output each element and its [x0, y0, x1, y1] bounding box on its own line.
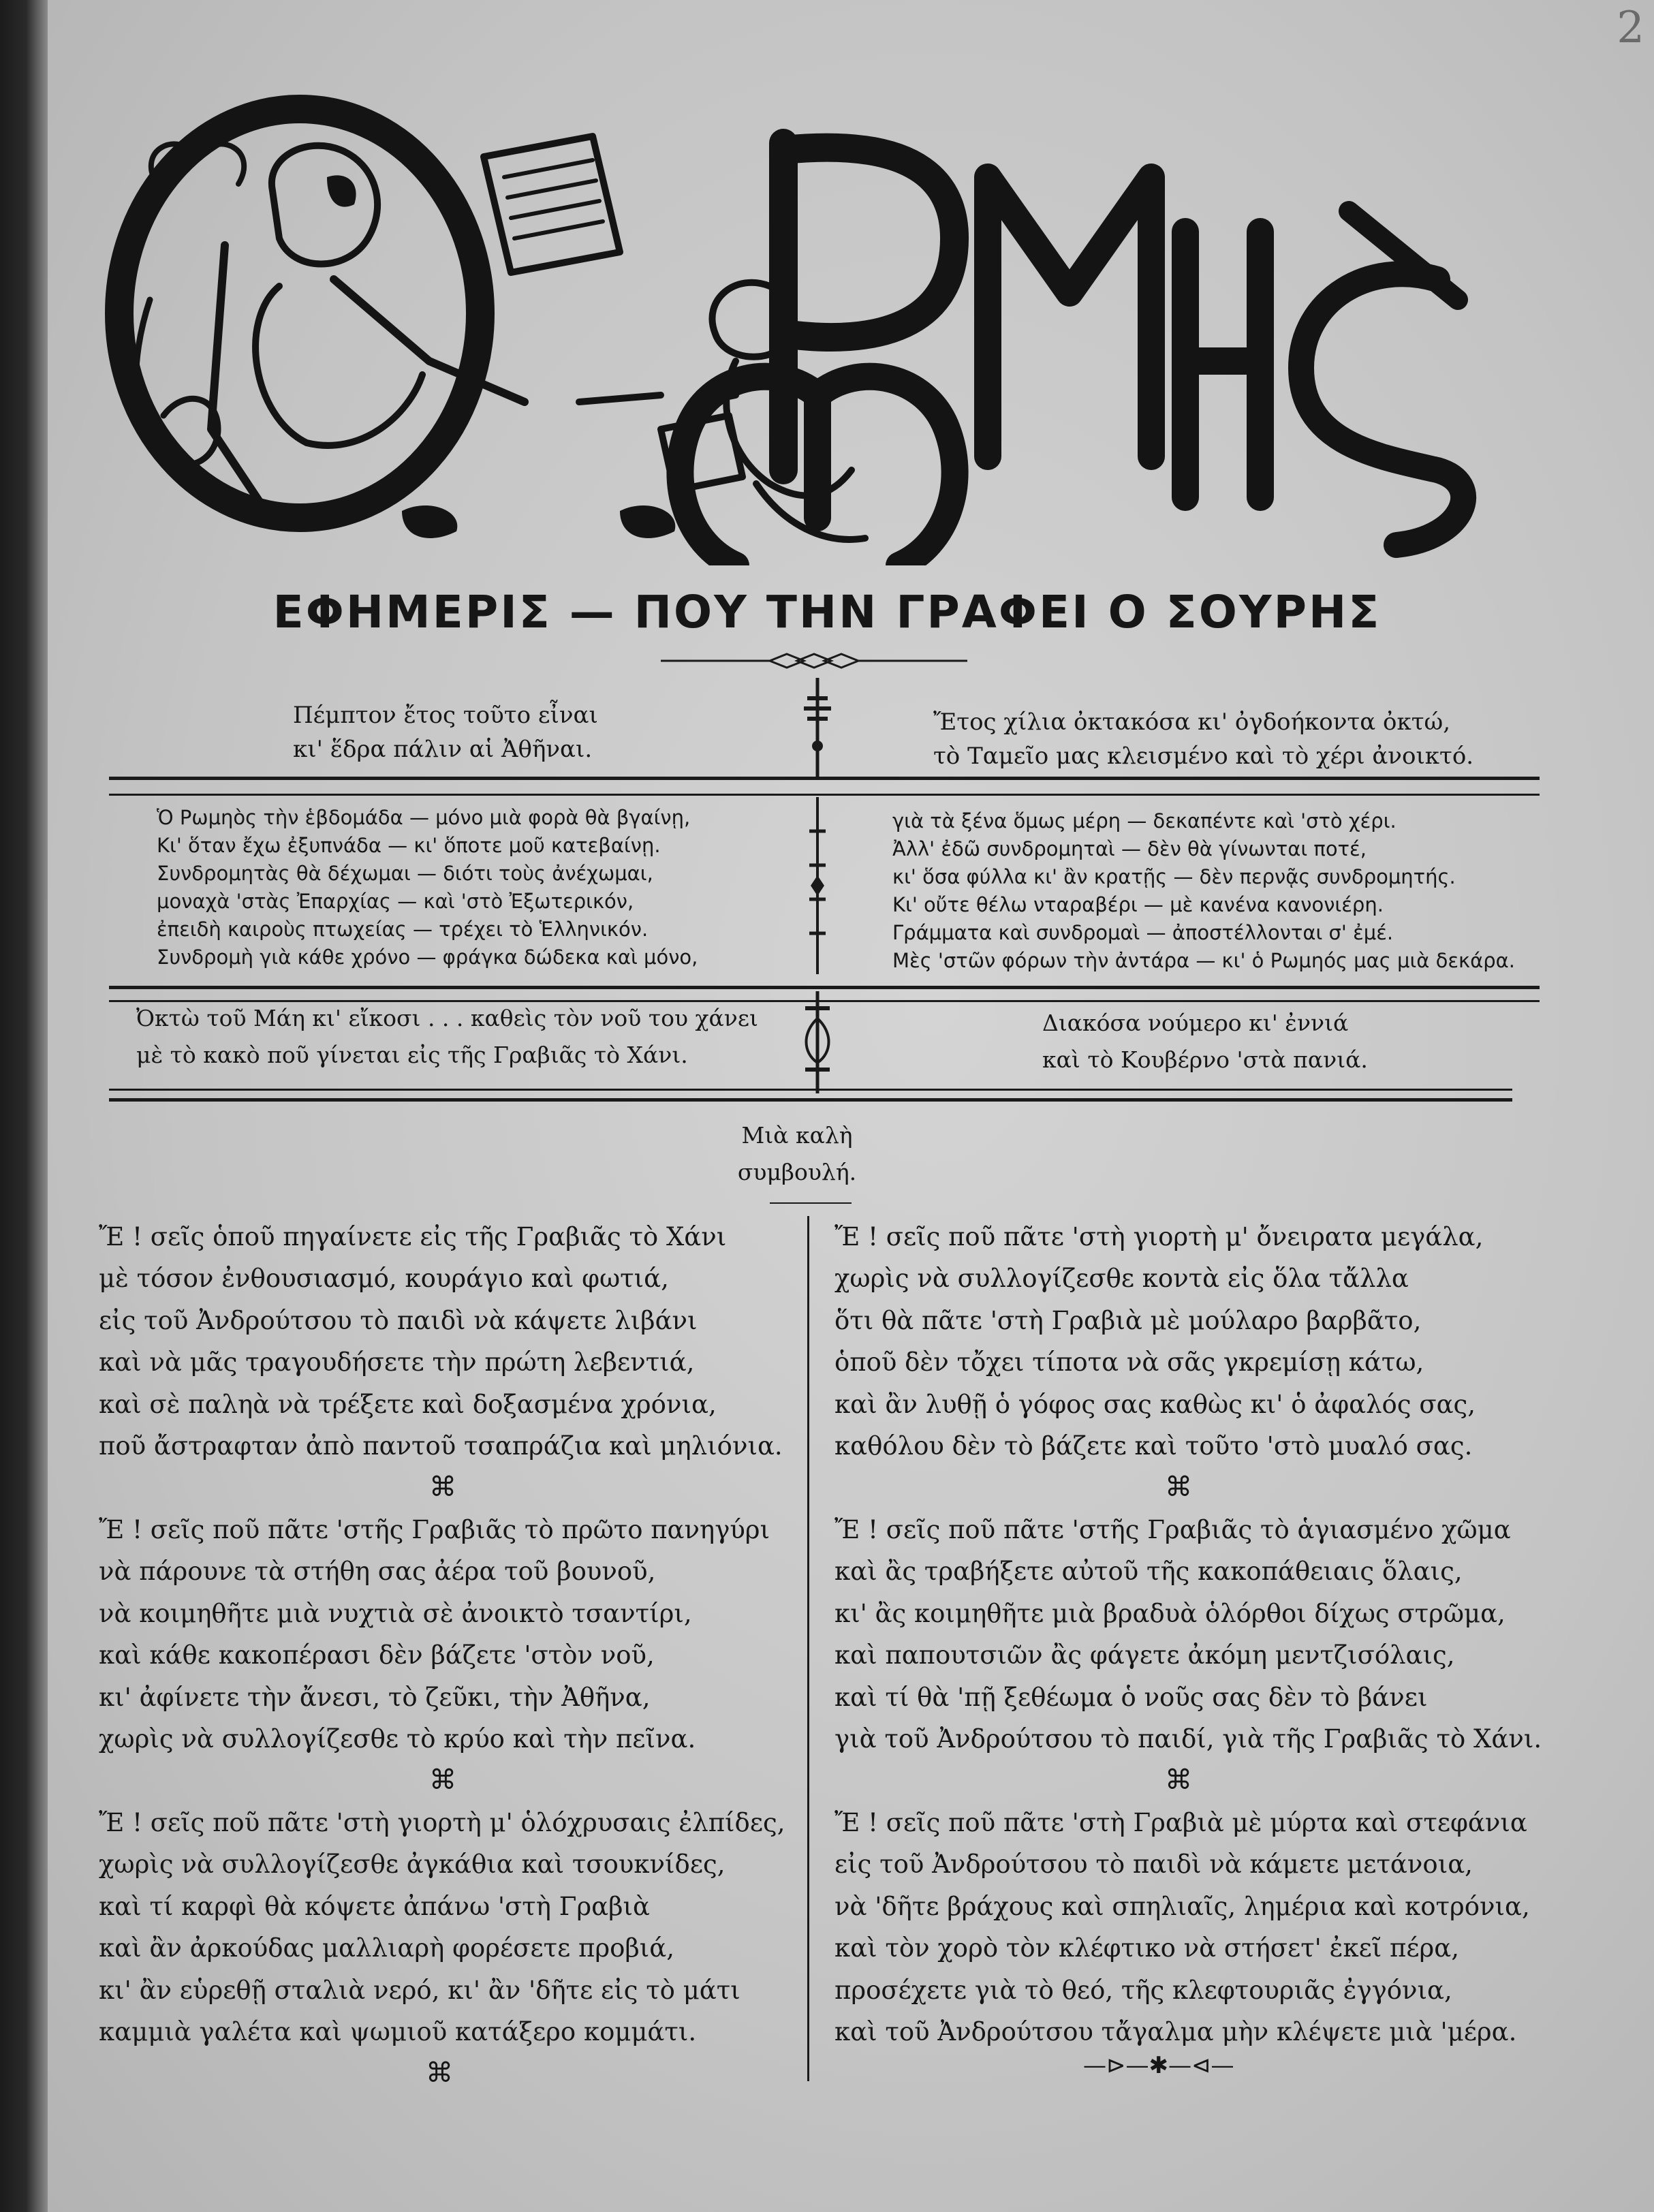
issue-number-line-1: Διακόσα νούμερο κι' ἐννιά [1042, 1010, 1349, 1036]
left-stanza-2-line-4: καὶ κάθε κακοπέρασι δὲν βάζετε 'στὸν νοῦ, [99, 1640, 655, 1670]
left-stanza-1-line-4: καὶ νὰ μᾶς τραγουδήσετε τὴν πρώτη λεβεντιά, [99, 1348, 695, 1377]
divider-rule-2 [109, 986, 1540, 989]
right-stanza-2-line-2: καὶ ἂς τραβήξετε αὐτοῦ τῆς κακοπάθειαις ὅλαις, [834, 1557, 1463, 1586]
info-left-line-2: Κι' ὅταν ἔχω ἐξυπνάδα — κι' ὅποτε μοῦ κατεβαίνῃ. [157, 834, 661, 857]
right-stanza-2-line-1: Ἔ ! σεῖς ποῦ πᾶτε 'στῆς Γραβιᾶς τὸ ἁγιασμένο χῶμα [834, 1515, 1511, 1544]
info-right-line-4: Κι' οὔτε θέλω νταραβέρι — μὲ κανένα κανονιέρη. [892, 893, 1384, 916]
issue-date-line-2: μὲ τὸ κακὸ ποῦ γίνεται εἰς τῆς Γραβιᾶς τὸ Χάνι. [136, 1042, 688, 1068]
left-stanza-3-line-2: χωρὶς νὰ συλλογίζεσθε ἀγκάθια καὶ τσουκνίδες, [99, 1850, 725, 1879]
right-stanza-2-line-4: καὶ παπουτσιῶν ἂς φάγετε ἀκόμη μεντζισόλαις, [834, 1640, 1455, 1670]
divider-rule-3b [109, 1098, 1512, 1102]
left-stanza-3-line-3: καὶ τί καρφὶ θὰ κόψετε ἀπάνω 'στὴ Γραβιὰ [99, 1892, 650, 1921]
divider-rule-1 [109, 777, 1540, 780]
left-stanza-1-line-3: εἰς τοῦ Ἀνδρούτσου τὸ παιδὶ νὰ κάψετε λιβάνι [99, 1306, 698, 1335]
left-stanza-3-line-6: καμμιὰ γαλέτα καὶ ψωμιοῦ κατάξερο κομμάτι. [99, 2017, 697, 2046]
info-left-line-4: μοναχὰ 'στὰς Ἐπαρχίας — καὶ 'στὸ Ἐξωτερικόν, [157, 890, 634, 913]
right-stanza-3-line-4: καὶ τὸν χορὸ τὸν κλέφτικο νὰ στήσετ' ἐκεῖ πέρα, [834, 1933, 1460, 1963]
masthead-logo [102, 75, 1499, 565]
right-stanza-3-line-3: νὰ 'δῆτε βράχους καὶ σπηλιαῖς, λημέρια καὶ κοτρόνια, [834, 1892, 1530, 1921]
left-stanza-1-line-5: καὶ σὲ παληὰ νὰ τρέξετε καὶ δοξασμένα χρόνια, [99, 1390, 717, 1419]
info-right-line-3: κι' ὅσα φύλλα κι' ἂν κρατῇς — δὲν περνᾷς συνδρομητής. [892, 865, 1456, 888]
right-stanza-3-line-5: προσέχετε γιὰ τὸ θεό, τῆς κλεφτουριᾶς ἐγγόνια, [834, 1976, 1452, 2005]
column-divider [807, 1216, 809, 2081]
left-stanza-2-line-5: κι' ἀφίνετε τὴν ἄνεσι, τὸ ζεῦκι, τὴν Ἀθῆνα, [99, 1683, 651, 1712]
article-title-line-2: συμβουλή. [737, 1159, 857, 1185]
info-right-line-6: Μὲς 'στῶν φόρων τὴν ἀντάρα — κι' ὁ Ρωμηός μας μιὰ δεκάρα. [892, 949, 1515, 972]
masthead-title-artwork [102, 75, 1499, 565]
info-right-line-1: γιὰ τὰ ξένα ὅμως μέρη — δεκαπέντε καὶ 'στὸ χέρι. [892, 809, 1396, 832]
left-stanza-2-line-2: νὰ πάρουνε τὰ στήθη σας ἀέρα τοῦ βουνοῦ, [99, 1557, 656, 1586]
info-left-line-1: Ὁ Ρωμηὸς τὴν ἑβδομάδα — μόνο μιὰ φορὰ θὰ βγαίνῃ, [157, 806, 691, 829]
right-stanza-2-line-3: κι' ἂς κοιμηθῆτε μιὰ βραδυὰ ὁλόρθοι δίχως στρῶμα, [834, 1599, 1505, 1628]
right-stanza-2-line-5: καὶ τί θὰ 'πῇ ξεθέωμα ὁ νοῦς σας δὲν τὸ βάνει [834, 1683, 1428, 1712]
right-stanza-1-line-4: ὁποῦ δὲν τὄχει τίποτα νὰ σᾶς γκρεμίσῃ κάτω, [834, 1348, 1424, 1377]
column-ornament-3 [798, 991, 837, 1093]
book-binding-edge [0, 0, 48, 2212]
right-separator-dingbat-2: ⌘ [1165, 1764, 1192, 1796]
right-stanza-1-line-3: ὅτι θὰ πᾶτε 'στὴ Γραβιὰ μὲ μούλαρο βαρβᾶτο, [834, 1306, 1422, 1335]
end-ornament: —⊳—✱—⊲— [1083, 2052, 1234, 2079]
right-stanza-3-line-6: καὶ τοῦ Ἀνδρούτσου τἄγαλμα μὴν κλέψετε μιὰ 'μέρα. [834, 2017, 1517, 2046]
header-top-left-line-1: Πέμπτον ἔτος τοῦτο εἶναι [293, 702, 598, 729]
divider-rule-3 [109, 1089, 1512, 1091]
right-stanza-2-line-6: γιὰ τοῦ Ἀνδρούτσου τὸ παιδί, γιὰ τῆς Γραβιᾶς τὸ Χάνι. [834, 1724, 1542, 1754]
right-separator-dingbat-1: ⌘ [1165, 1471, 1192, 1503]
right-stanza-1-line-1: Ἔ ! σεῖς ποῦ πᾶτε 'στὴ γιορτὴ μ' ὄνειρατα μεγάλα, [834, 1222, 1484, 1251]
column-ornament-2 [804, 797, 831, 974]
right-stanza-1-line-5: καὶ ἂν λυθῇ ὁ γόφος σας καθὼς κι' ὁ ἀφαλός σας, [834, 1390, 1476, 1419]
page-number: 2 [1617, 3, 1644, 53]
divider-rule-1b [109, 794, 1540, 796]
left-stanza-3-line-1: Ἔ ! σεῖς ποῦ πᾶτε 'στὴ γιορτὴ μ' ὁλόχρυσαις ἐλπίδες, [99, 1808, 785, 1837]
right-stanza-3-line-1: Ἔ ! σεῖς ποῦ πᾶτε 'στὴ Γραβιὰ μὲ μύρτα καὶ στεφάνια [834, 1808, 1527, 1837]
info-left-line-6: Συνδρομὴ γιὰ κάθε χρόνο — φράγκα δώδεκα καὶ μόνο, [157, 946, 698, 969]
issue-number-line-2: καὶ τὸ Κουβέρνο 'στὰ πανιά. [1042, 1046, 1368, 1073]
left-stanza-1-line-2: μὲ τόσον ἐνθουσιασμό, κουράγιο καὶ φωτιά, [99, 1264, 669, 1293]
left-stanza-3-line-5: κι' ἂν εὑρεθῇ σταλιὰ νερό, κι' ἂν 'δῆτε εἰς τὸ μάτι [99, 1976, 740, 2005]
info-left-line-3: Συνδρομητὰς θὰ δέχωμαι — διότι τοὺς ἀνέχωμαι, [157, 862, 653, 885]
left-separator-dingbat-3: ⌘ [426, 2057, 453, 2089]
right-stanza-1-line-2: χωρὶς νὰ συλλογίζεσθε κοντὰ εἰς ὅλα τἄλλα [834, 1264, 1409, 1293]
info-right-line-5: Γράμματα καὶ συνδρομαὶ — ἀποστέλλονται σ' ἐμέ. [892, 921, 1394, 944]
left-stanza-2-line-3: νὰ κοιμηθῆτε μιὰ νυχτιὰ σὲ ἀνοικτὸ τσαντίρι, [99, 1599, 692, 1628]
issue-date-line-1: Ὀκτὼ τοῦ Μάη κι' εἴκοσι . . . καθεὶς τὸν νοῦ του χάνει [136, 1005, 758, 1031]
column-ornament-1 [800, 678, 834, 780]
right-stanza-3-line-2: εἰς τοῦ Ἀνδρούτσου τὸ παιδὶ νὰ κάμετε μετάνοια, [834, 1850, 1473, 1879]
header-top-left-line-2: κι' ἕδρα πάλιν αἱ Ἀθῆναι. [293, 736, 593, 763]
header-top-right-line-1: Ἔτος χίλια ὀκτακόσα κι' ὀγδοήκοντα ὀκτώ, [933, 708, 1451, 736]
subtitle-ornament-rule [661, 651, 967, 671]
info-right-line-2: Ἀλλ' ἐδῶ συνδρομηταὶ — δὲν θὰ γίνωνται ποτέ, [892, 837, 1367, 860]
title-underline [770, 1202, 852, 1204]
left-separator-dingbat-1: ⌘ [429, 1471, 456, 1503]
left-separator-dingbat-2: ⌘ [429, 1764, 456, 1796]
left-stanza-3-line-4: καὶ ἂν ἀρκούδας μαλλιαρὴ φορέσετε προβιά, [99, 1933, 675, 1963]
header-top-right-line-2: τὸ Ταμεῖο μας κλεισμένο καὶ τὸ χέρι ἀνοικτό. [933, 743, 1474, 770]
info-left-line-5: ἐπειδὴ καιροὺς πτωχείας — τρέχει τὸ Ἑλληνικόν. [157, 918, 649, 941]
right-stanza-1-line-6: καθόλου δὲν τὸ βάζετε καὶ τοῦτο 'στὸ μυαλό σας. [834, 1431, 1473, 1461]
article-title-line-1: Μιὰ καλὴ [741, 1122, 853, 1149]
left-stanza-1-line-1: Ἔ ! σεῖς ὁποῦ πηγαίνετε εἰς τῆς Γραβιᾶς τὸ Χάνι [99, 1222, 727, 1251]
left-stanza-2-line-6: χωρὶς νὰ συλλογίζεσθε τὸ κρύο καὶ τὴν πεῖνα. [99, 1724, 696, 1754]
left-stanza-2-line-1: Ἔ ! σεῖς ποῦ πᾶτε 'στῆς Γραβιᾶς τὸ πρῶτο πανηγύρι [99, 1515, 770, 1544]
left-stanza-1-line-6: ποῦ ἄστραφταν ἀπὸ παντοῦ τσαπράζια καὶ μηλιόνια. [99, 1431, 783, 1461]
masthead-subtitle: ΕΦΗΜΕΡΙΣ — ΠΟΥ ΤΗΝ ΓΡΑΦΕΙ Ο ΣΟΥΡΗΣ [272, 586, 1382, 638]
